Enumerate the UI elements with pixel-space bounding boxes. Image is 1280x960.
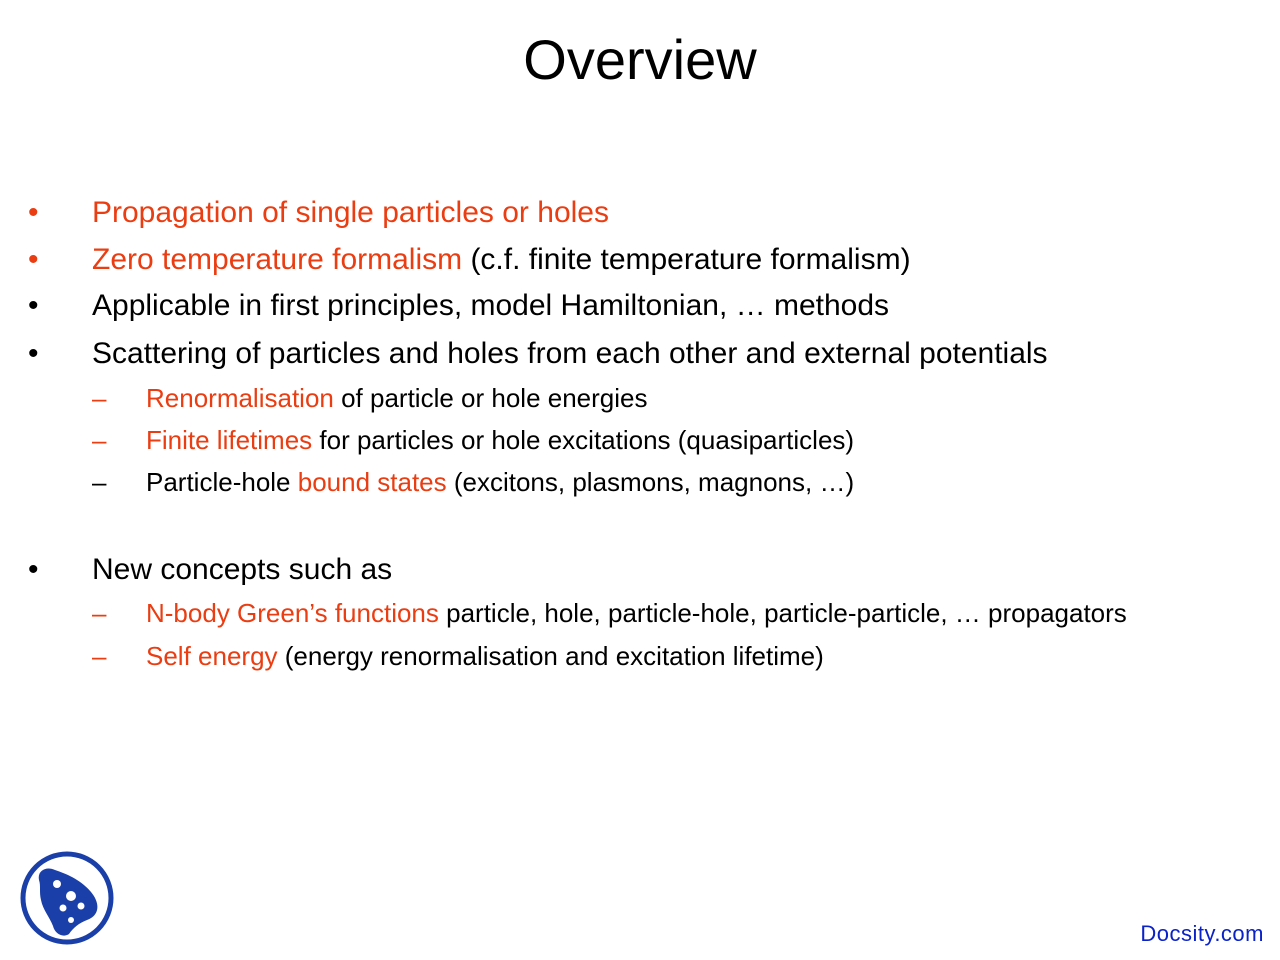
highlighted-term: Renormalisation	[146, 383, 334, 413]
bullet-item	[0, 550, 1280, 590]
text-segment: New concepts such as	[92, 553, 393, 586]
bullet-marker: •	[28, 243, 39, 276]
bullet-marker: •	[28, 337, 39, 370]
dash-marker: –	[92, 641, 107, 671]
bullet-marker: •	[28, 196, 39, 229]
text-segment: (energy renormalisation and excitation lifetime)	[277, 641, 824, 671]
text-segment: Particle-hole	[146, 467, 298, 497]
highlighted-term: N-body Green’s functions	[146, 598, 439, 628]
bullet-text	[146, 465, 854, 499]
bullet-text	[92, 286, 889, 326]
text-segment: particle, hole, particle-hole, particle-particle, … propagators	[438, 598, 1127, 628]
dash-marker: –	[92, 383, 107, 413]
text-segment: for particles or hole excitations (quasiparticles)	[312, 425, 855, 455]
slide-title: Overview	[523, 28, 757, 91]
dash-marker: –	[92, 425, 107, 455]
sub-bullet-item	[0, 465, 1280, 499]
dash-marker: –	[92, 467, 107, 497]
bullet-item	[0, 286, 1280, 326]
docsity-brand-link[interactable]: Docsity.com	[1140, 921, 1264, 946]
sub-bullet-item	[0, 423, 1280, 457]
bullet-item	[0, 240, 1280, 280]
text-segment: of particle or hole energies	[333, 383, 648, 413]
highlighted-term: Self energy	[146, 641, 278, 671]
bullet-text	[92, 193, 609, 233]
docsity-logo-icon	[19, 850, 115, 946]
bullet-item	[0, 193, 1280, 233]
highlighted-term: bound states	[297, 467, 447, 497]
bullet-text	[146, 639, 824, 673]
text-segment: (excitons, plasmons, magnons, …)	[446, 467, 855, 497]
highlighted-term: Finite lifetimes	[146, 425, 313, 455]
bullet-text	[92, 240, 911, 280]
bullet-text	[92, 334, 1048, 374]
sub-bullet-item	[0, 596, 1280, 630]
text-segment: Applicable in first principles, model Hamiltonian, … methods	[92, 289, 890, 322]
text-segment: (c.f. finite temperature formalism)	[462, 243, 911, 276]
bullet-marker: •	[28, 553, 39, 586]
text-segment: Scattering of particles and holes from each other and external potentials	[92, 337, 1048, 370]
highlighted-term: Zero temperature formalism	[92, 243, 463, 276]
highlighted-term: Propagation of single particles or holes	[92, 196, 609, 229]
sub-bullet-item	[0, 381, 1280, 415]
bullet-text	[146, 381, 648, 415]
bullet-item	[0, 334, 1280, 374]
bullet-text	[146, 423, 854, 457]
bullet-marker: •	[28, 289, 39, 322]
bullet-text	[146, 596, 1127, 630]
bullet-text	[92, 550, 392, 590]
sub-bullet-item	[0, 639, 1280, 673]
dash-marker: –	[92, 598, 107, 628]
